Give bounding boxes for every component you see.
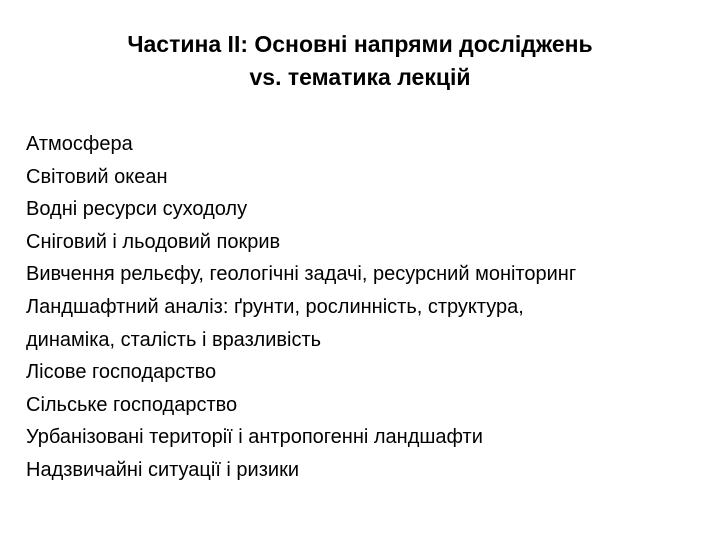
list-item: Сніговий і льодовий покрив: [26, 230, 281, 253]
title-line-2: vs. тематика лекцій: [249, 64, 471, 90]
topic-list: [26, 128, 706, 487]
list-item: Ландшафтний аналіз: ґрунти, рослинність, структура,: [26, 295, 524, 318]
list-item: Сільське господарство: [26, 393, 238, 416]
list-item-continuation: динаміка, сталість і вразливість: [26, 328, 322, 351]
list-item: Світовий океан: [26, 165, 168, 188]
list-item: Вивчення рельєфу, геологічні задачі, ресурсний моніторинг: [26, 263, 577, 286]
list-item: Урбанізовані території і антропогенні ландшафти: [26, 426, 483, 449]
list-item: Лісове господарство: [26, 361, 217, 384]
list-item: Атмосфера: [26, 133, 133, 155]
list-item: Надзвичайні ситуації і ризики: [26, 458, 299, 481]
slide-title: [0, 28, 720, 94]
title-line-1: Частина ІІ: Основні напрями досліджень: [127, 31, 593, 57]
list-item: Водні ресурси суходолу: [26, 198, 248, 221]
